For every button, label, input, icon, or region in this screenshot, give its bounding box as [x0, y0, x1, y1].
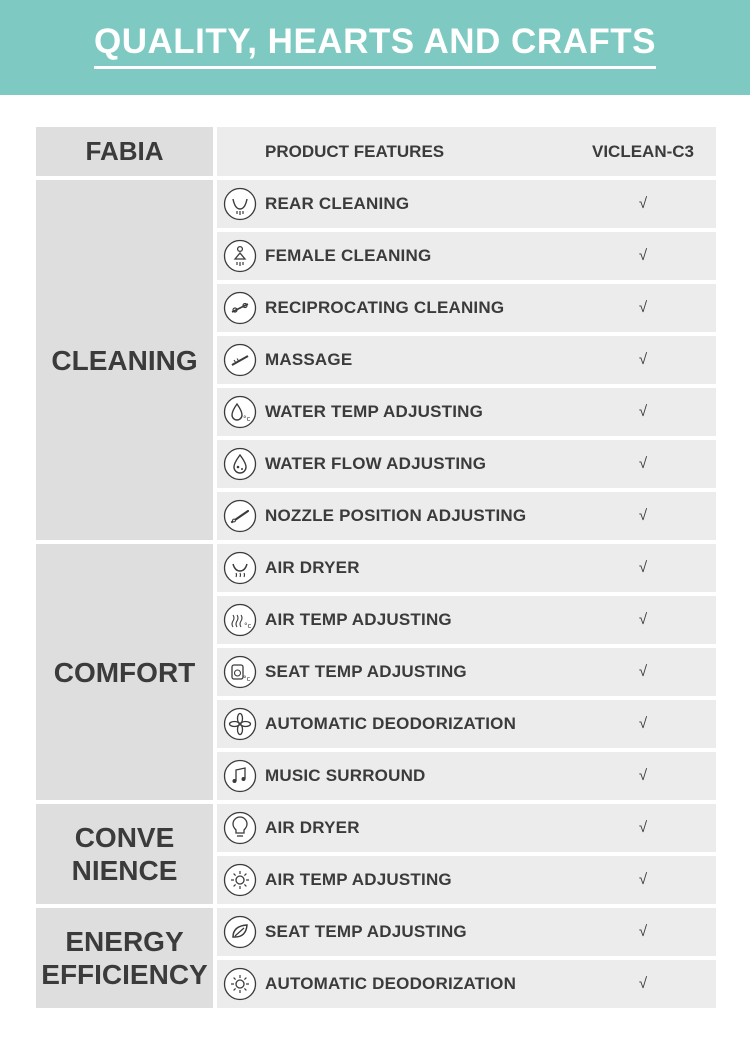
music-note-icon: [223, 759, 257, 793]
check-mark: √: [638, 455, 648, 472]
check-mark: √: [638, 351, 648, 368]
check-mark: √: [638, 299, 648, 316]
feature-label: AUTOMATIC DEODORIZATION: [265, 714, 517, 733]
table-row: [217, 388, 716, 436]
seat-temp-icon: [223, 655, 257, 689]
sun-icon: [223, 967, 257, 1001]
table-row: [217, 752, 716, 800]
check-mark: √: [638, 247, 648, 264]
svg-text:°c: °c: [244, 622, 252, 630]
check-mark: √: [638, 871, 648, 888]
feature-label: WATER FLOW ADJUSTING: [265, 454, 487, 473]
header-features-cell: [217, 127, 716, 176]
check-mark: √: [638, 559, 648, 576]
product-features-heading: PRODUCT FEATURES: [265, 142, 445, 161]
light-bulb-icon: [223, 811, 257, 845]
feature-label: SEAT TEMP ADJUSTING: [265, 662, 467, 681]
check-mark: √: [638, 611, 648, 628]
category-convenience: CONVE NIENCE: [36, 804, 213, 904]
table-row: [217, 700, 716, 748]
table-row: [217, 856, 716, 904]
feature-label: WATER TEMP ADJUSTING: [265, 402, 484, 421]
table-row: [217, 596, 716, 644]
feature-label: SEAT TEMP ADJUSTING: [265, 922, 467, 941]
check-mark: √: [638, 923, 648, 940]
feature-label: FEMALE CLEANING: [265, 246, 432, 265]
header-banner: [0, 0, 750, 95]
table-row: [217, 492, 716, 540]
table-row: [217, 544, 716, 592]
feature-label: AUTOMATIC DEODORIZATION: [265, 974, 517, 993]
sun-icon: [223, 863, 257, 897]
rear-cleaning-icon: [223, 187, 257, 221]
feature-label: RECIPROCATING CLEANING: [265, 298, 505, 317]
water-flow-icon: [223, 447, 257, 481]
table-row: [217, 648, 716, 696]
check-mark: √: [638, 767, 648, 784]
feature-label: MUSIC SURROUND: [265, 766, 426, 785]
feature-label: MASSAGE: [265, 350, 353, 369]
table-row: [217, 336, 716, 384]
model-heading: VICLEAN-C3: [591, 142, 694, 161]
brand-cell: FABIA: [36, 127, 213, 176]
table-row: [217, 232, 716, 280]
feature-label: AIR TEMP ADJUSTING: [265, 610, 452, 629]
water-temp-icon: [223, 395, 257, 429]
check-mark: √: [638, 663, 648, 680]
svg-text:°c: °c: [243, 415, 251, 423]
check-mark: √: [638, 819, 648, 836]
table-row: [217, 804, 716, 852]
table-header-row: [36, 127, 716, 176]
nozzle-position-icon: [223, 499, 257, 533]
feature-label: AIR DRYER: [265, 558, 360, 577]
page-title: QUALITY, HEARTS AND CRAFTS: [94, 22, 656, 69]
check-mark: √: [638, 403, 648, 420]
eco-leaf-icon: [223, 915, 257, 949]
feature-label: AIR TEMP ADJUSTING: [265, 870, 452, 889]
check-mark: √: [638, 507, 648, 524]
check-mark: √: [638, 715, 648, 732]
category-cleaning: CLEANING: [36, 180, 213, 540]
feature-label: NOZZLE POSITION ADJUSTING: [265, 506, 527, 525]
reciprocating-cleaning-icon: [223, 291, 257, 325]
feature-label: REAR CLEANING: [265, 194, 410, 213]
check-mark: √: [638, 195, 648, 212]
category-energy-efficiency: ENERGY EFFICIENCY: [36, 908, 213, 1008]
table-row: [217, 180, 716, 228]
deodorization-fan-icon: [223, 707, 257, 741]
table-row: [217, 960, 716, 1008]
female-cleaning-icon: [223, 239, 257, 273]
check-mark: √: [638, 975, 648, 992]
massage-icon: [223, 343, 257, 377]
air-dryer-icon: [223, 551, 257, 585]
category-comfort: COMFORT: [36, 544, 213, 800]
air-temp-icon: [223, 603, 257, 637]
table-row: [217, 284, 716, 332]
feature-label: AIR DRYER: [265, 818, 360, 837]
table-row: [217, 440, 716, 488]
table-row: [217, 908, 716, 956]
svg-text:°c: °c: [243, 675, 251, 683]
